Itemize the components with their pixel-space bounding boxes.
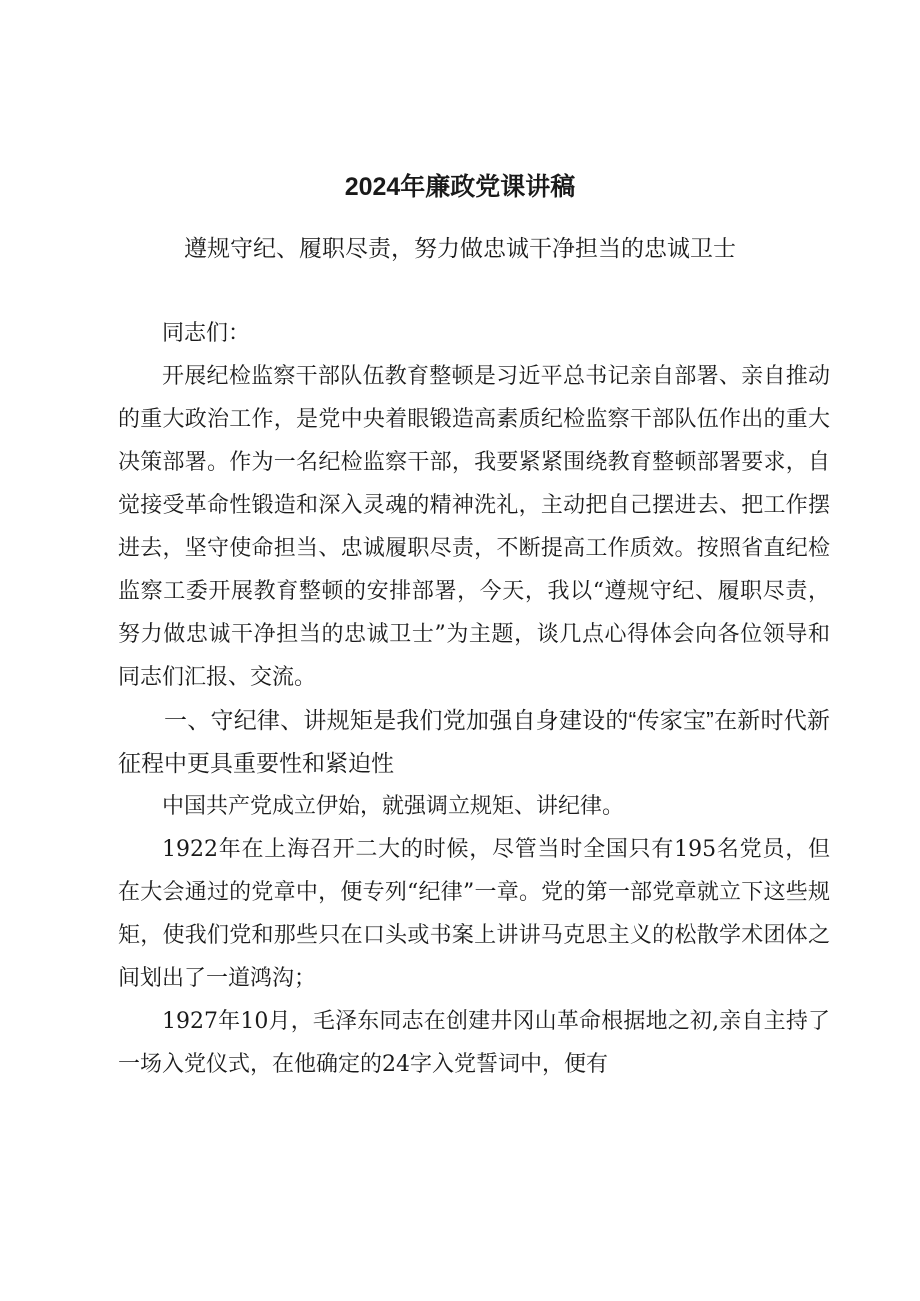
document-subtitle: 遵规守纪、履职尽责，努力做忠诚干净担当的忠诚卫士 [184, 235, 736, 261]
intro-paragraph: 开展纪检监察干部队伍教育整顿是习近平总书记亲自部署、亲自推动的重大政治工作，是党中央着眼锻造高素质纪检监察干部队伍作出的重大决策部署。作为一名纪检监察干部，我要紧紧围绕教育整顿部署要求，自觉接受革命性锻造和深入灵魂的精神洗礼，主动把自己摆进去、把工作摆进去，坚守使命担当、忠诚履职尽责，不断提高工作质效。按照省直纪检监察工委开展教育整顿的安排部署，今天，我以“遵规守纪、履职尽责，努力做忠诚干净担当的忠诚卫士”为主题，谈几点心得体会向各位领导和同志们汇报、交流。 [118, 364, 830, 690]
document-body [118, 312, 830, 1086]
salutation: 同志们： [162, 321, 251, 346]
section-heading: 一、守纪律、讲规矩是我们党加强自身建设的“传家宝”在新时代新征程中更具重要性和紧迫性 [118, 707, 830, 776]
body-paragraph: 中国共产党成立伊始，就强调立规矩、讲纪律。 [162, 794, 625, 819]
document-title: 2024年廉政党课讲稿 [344, 173, 576, 201]
body-paragraph: 1922年在上海召开二大的时候，尽管当时全国只有195名党员，但在大会通过的党章中，便专列“纪律”一章。党的第一部党章就立下这些规矩，使我们党和那些只在口头或书案上讲讲马克思主义的松散学术团体之间划出了一道鸿沟； [118, 837, 830, 991]
body-paragraph: 1927年10月，毛泽东同志在创建井冈山革命根据地之初,亲自主持了一场入党仪式，在他确定的24字入党誓词中，便有 [118, 1009, 830, 1077]
